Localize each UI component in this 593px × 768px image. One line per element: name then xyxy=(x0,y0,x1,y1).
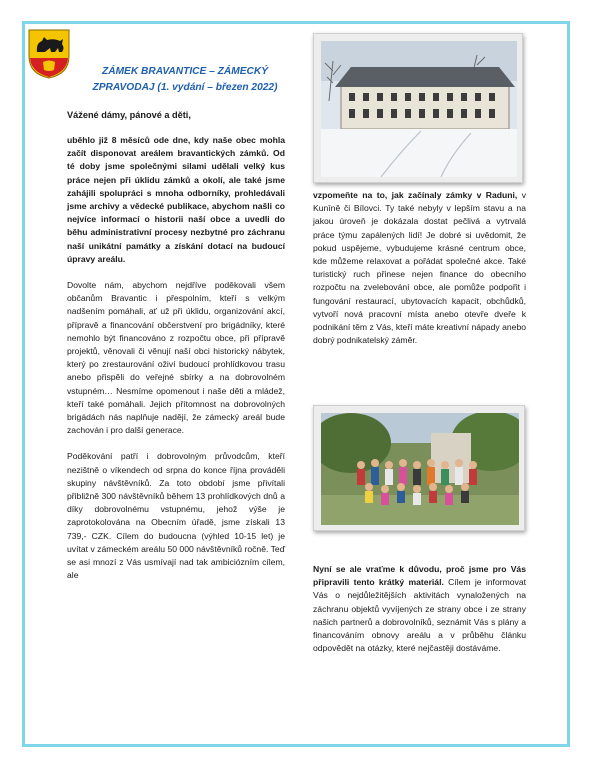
thanks-paragraph: Dovolte nám, abychom nejdříve poděkovali všem občanům Bravantic i přespolním, kteří s velkým nadšením pomáhali, ať už při úklidu, organizování akcí, přípravě a financování občerstvení pro brigádníky, které nemohlo být financováno z rozpočtu obce, při přípravě projektů, věnovali či věnují naší obci historický nábytek, který po zrestaurování oživí budoucí prohlídkovou trasu anebo přispěli do veřejné sbírky a na dobrovolném vstupném… Nesmíme opomenout i naše děti a mládež, kteří také pomáhali. Jejich přítomnost na dobrovolných brigádách nás naplňuje nadějí, že zámecký areál bude zachován i pro další generace. xyxy=(67,280,285,436)
greeting: Vážené dámy, pánové a děti, xyxy=(67,110,191,120)
raduni-text: v Kunīně či Bílovci. Ty také nebyly v lepším stavu a na jakou úroveň je dokázala dostat pečlivá a vytrvalá práce týmu zapálených lidí! Je dobré si uvědomit, že pokud uspějeme, vybudujeme krásné centrum obce, kde můžeme relaxovat a pořádat společné akce. Také turistický ruch přinese nejen finance do obecního rozpočtu na zvelebování obce, ale pomůže podpořit i fungování restaurací, ubytovacích kapacit, obchůdků, vytvoří nová pracovní místa anebo otevře dveře k podnikání těm z Vás, kteří máte kreativní nápady anebo dobrý podnikatelský záměr. xyxy=(313,190,527,346)
guides-paragraph: Poděkování patří i dobrovolným průvodcům, kteří nezištně o víkendech od srpna do konce října prováděli skupiny návštěvníků. Za toto období jsme přivítali přibližně 300 návštěvníků během 13 prohlídkových dnů a díky dobrovolnému vstupnému, jehož výše je zaprotokolována na Obecním úřadě, jsme získali 13 739,- CZK. Cílem do budoucna (výhled 10-15 let) je uvítat v zámeckém areálu 50 000 návštěvníků ročně. Teď se asi mnozí z Vás usmívají nad tak ambiciózním cílem, ale xyxy=(67,451,285,581)
right-column-top xyxy=(313,189,526,347)
raduni-lead: vzpomeňte na to, jak začínaly zámky v Raduni, xyxy=(313,190,518,200)
title-line-1: ZÁMEK BRAVANTICE – ZÁMECKÝ xyxy=(101,66,269,77)
purpose-lead: Nyní se ale vraťme k důvodu, proč jsme pro Vás připravili tento krátký materiál. xyxy=(313,564,526,588)
purpose-text: Cílem je informovat Vás o nejdůležitějších aktivitách vynaložených na záchranu objektů vyvíjených ze strany obce i ze strany našich partnerů a dobrovolníků, seznámit Vás s plány a financováním obnovy areálu a v průběhu článku odpovědět na otázky, které nejčastěji dostáváme. xyxy=(313,577,526,654)
title-line-2: ZPRAVODAJ (1. vydání – březen 2022) xyxy=(92,82,278,93)
newsletter-title xyxy=(80,64,290,96)
left-column xyxy=(67,134,285,583)
right-column-bottom xyxy=(313,563,526,655)
raduni-paragraph xyxy=(313,189,526,347)
group-photo xyxy=(313,405,525,531)
purpose-paragraph xyxy=(313,563,526,655)
municipal-crest-logo xyxy=(27,28,71,80)
castle-photo xyxy=(313,33,523,183)
intro-paragraph: uběhlo již 8 měsíců ode dne, kdy naše obec mohla začít disponovat areálem bravantických zámků. Od té doby jsme společnými silami udělali velký kus práce nejen při úklidu zámků a okolí, ale také jsme zahájili spolupráci s mnoha odborníky, prohledávali jsme archivy a vědecké publikace, abychom našli co nejvíce informací o historii naší obce a uvedli do běhu administrativní procesy nezbytné pro záchranu naší unikátní památky a získání dotací na budoucí úpravy areálu. xyxy=(67,135,285,264)
